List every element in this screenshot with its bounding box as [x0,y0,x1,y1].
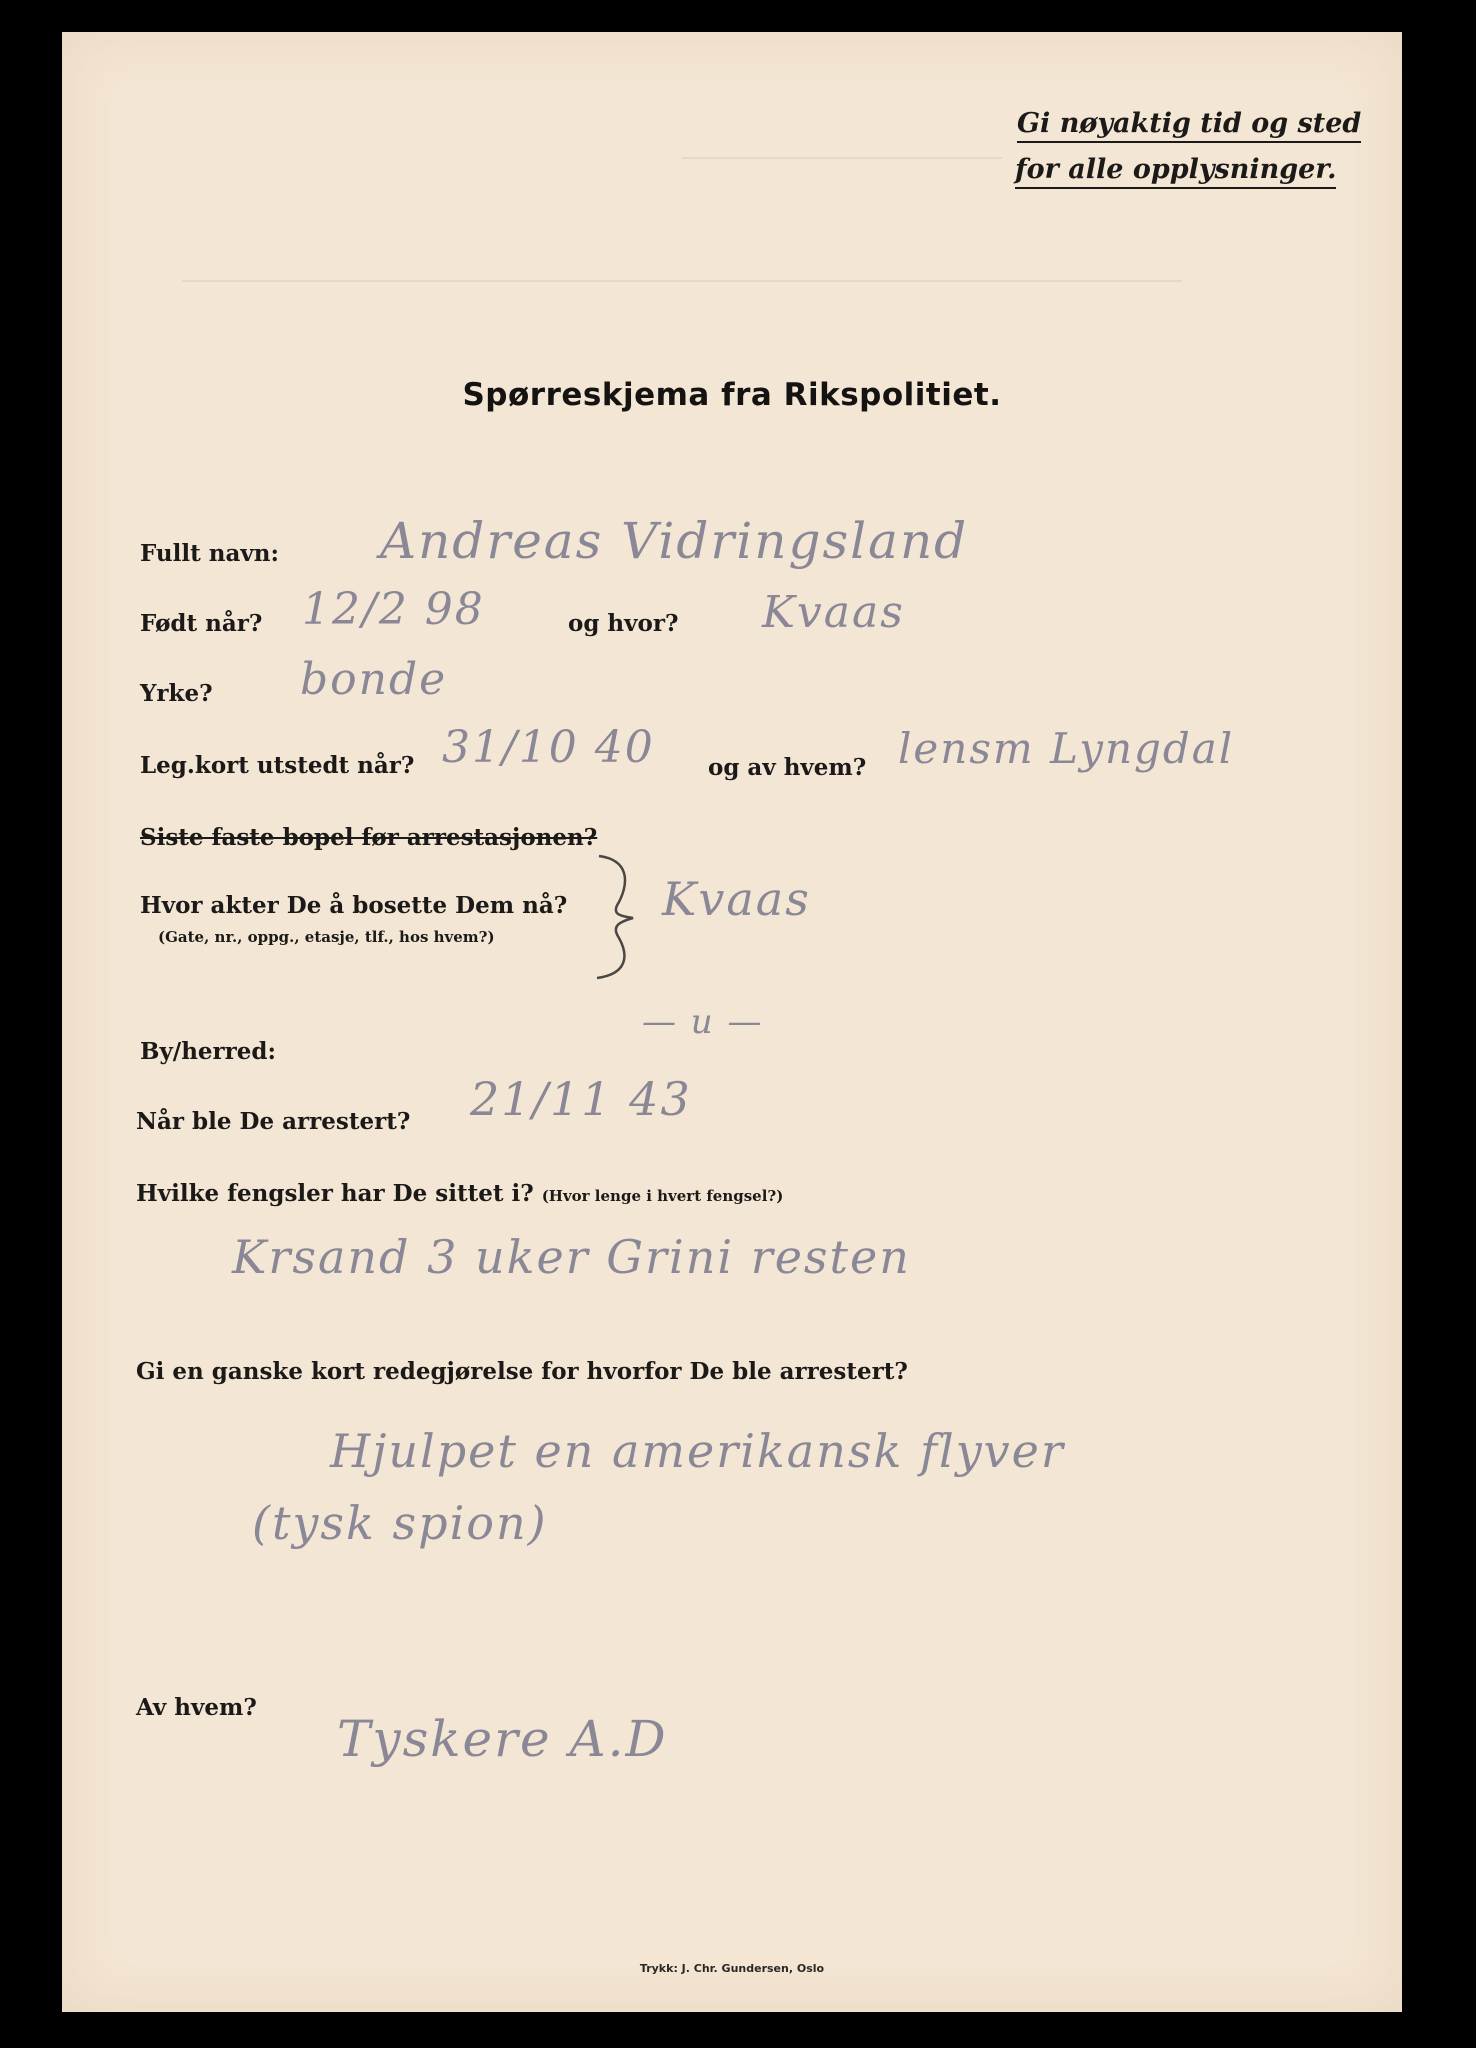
instruction-note-line2: for alle opplysninger. [1015,154,1336,189]
municipality-value: — u — [642,1002,764,1042]
by-whom-value: Tyskere A.D [337,1710,668,1768]
instruction-note-line1: Gi nøyaktig tid og sted [1017,108,1361,143]
prisons-label [136,1180,783,1207]
municipality-label: By/herred: [140,1038,277,1065]
prisons-sublabel: (Hvor lenge i hvert fengsel?) [541,1187,784,1205]
bleed-through-line [682,157,1002,159]
full-name-label: Fullt navn: [140,540,279,567]
arrested-when-label: Når ble De arrestert? [136,1108,411,1135]
born-when-label: Født når? [140,610,263,637]
settle-where-sublabel: (Gate, nr., oppg., etasje, tlf., hos hvem?) [158,928,495,946]
arrested-when-value: 21/11 43 [470,1072,692,1126]
id-issued-by-value: lensm Lyngdal [898,724,1235,773]
last-residence-label: Siste faste bopel før arrestasjonen? [140,824,598,851]
full-name-value: Andreas Vidringsland [380,512,969,570]
form-sheet [62,32,1402,2012]
reason-value-line1: Hjulpet en amerikansk flyver [330,1424,1065,1478]
bleed-through-line [182,280,1182,282]
occupation-value: bonde [300,654,448,705]
printer-imprint: Trykk: J. Chr. Gundersen, Oslo [639,1962,825,1975]
form-title: Spørreskjema fra Rikspolitiet. [462,377,1002,413]
id-issued-when-value: 31/10 40 [442,722,655,773]
settle-where-value: Kvaas [662,872,811,926]
curly-brace-icon [589,852,659,982]
reason-label: Gi en ganske kort redegjørelse for hvorfor De ble arrestert? [136,1358,908,1385]
by-whom-label: Av hvem? [136,1694,257,1721]
id-issued-by-label: og av hvem? [708,754,867,781]
id-issued-when-label: Leg.kort utstedt når? [140,752,415,779]
born-where-value: Kvaas [762,587,905,638]
reason-value-line2: (tysk spion) [252,1496,548,1550]
occupation-label: Yrke? [140,680,213,707]
born-where-label: og hvor? [568,610,679,637]
born-when-value: 12/2 98 [302,584,485,635]
settle-where-label: Hvor akter De å bosette Dem nå? [140,892,568,919]
prisons-value: Krsand 3 uker Grini resten [232,1230,911,1284]
prisons-label-text: Hvilke fengsler har De sittet i? [136,1180,534,1207]
